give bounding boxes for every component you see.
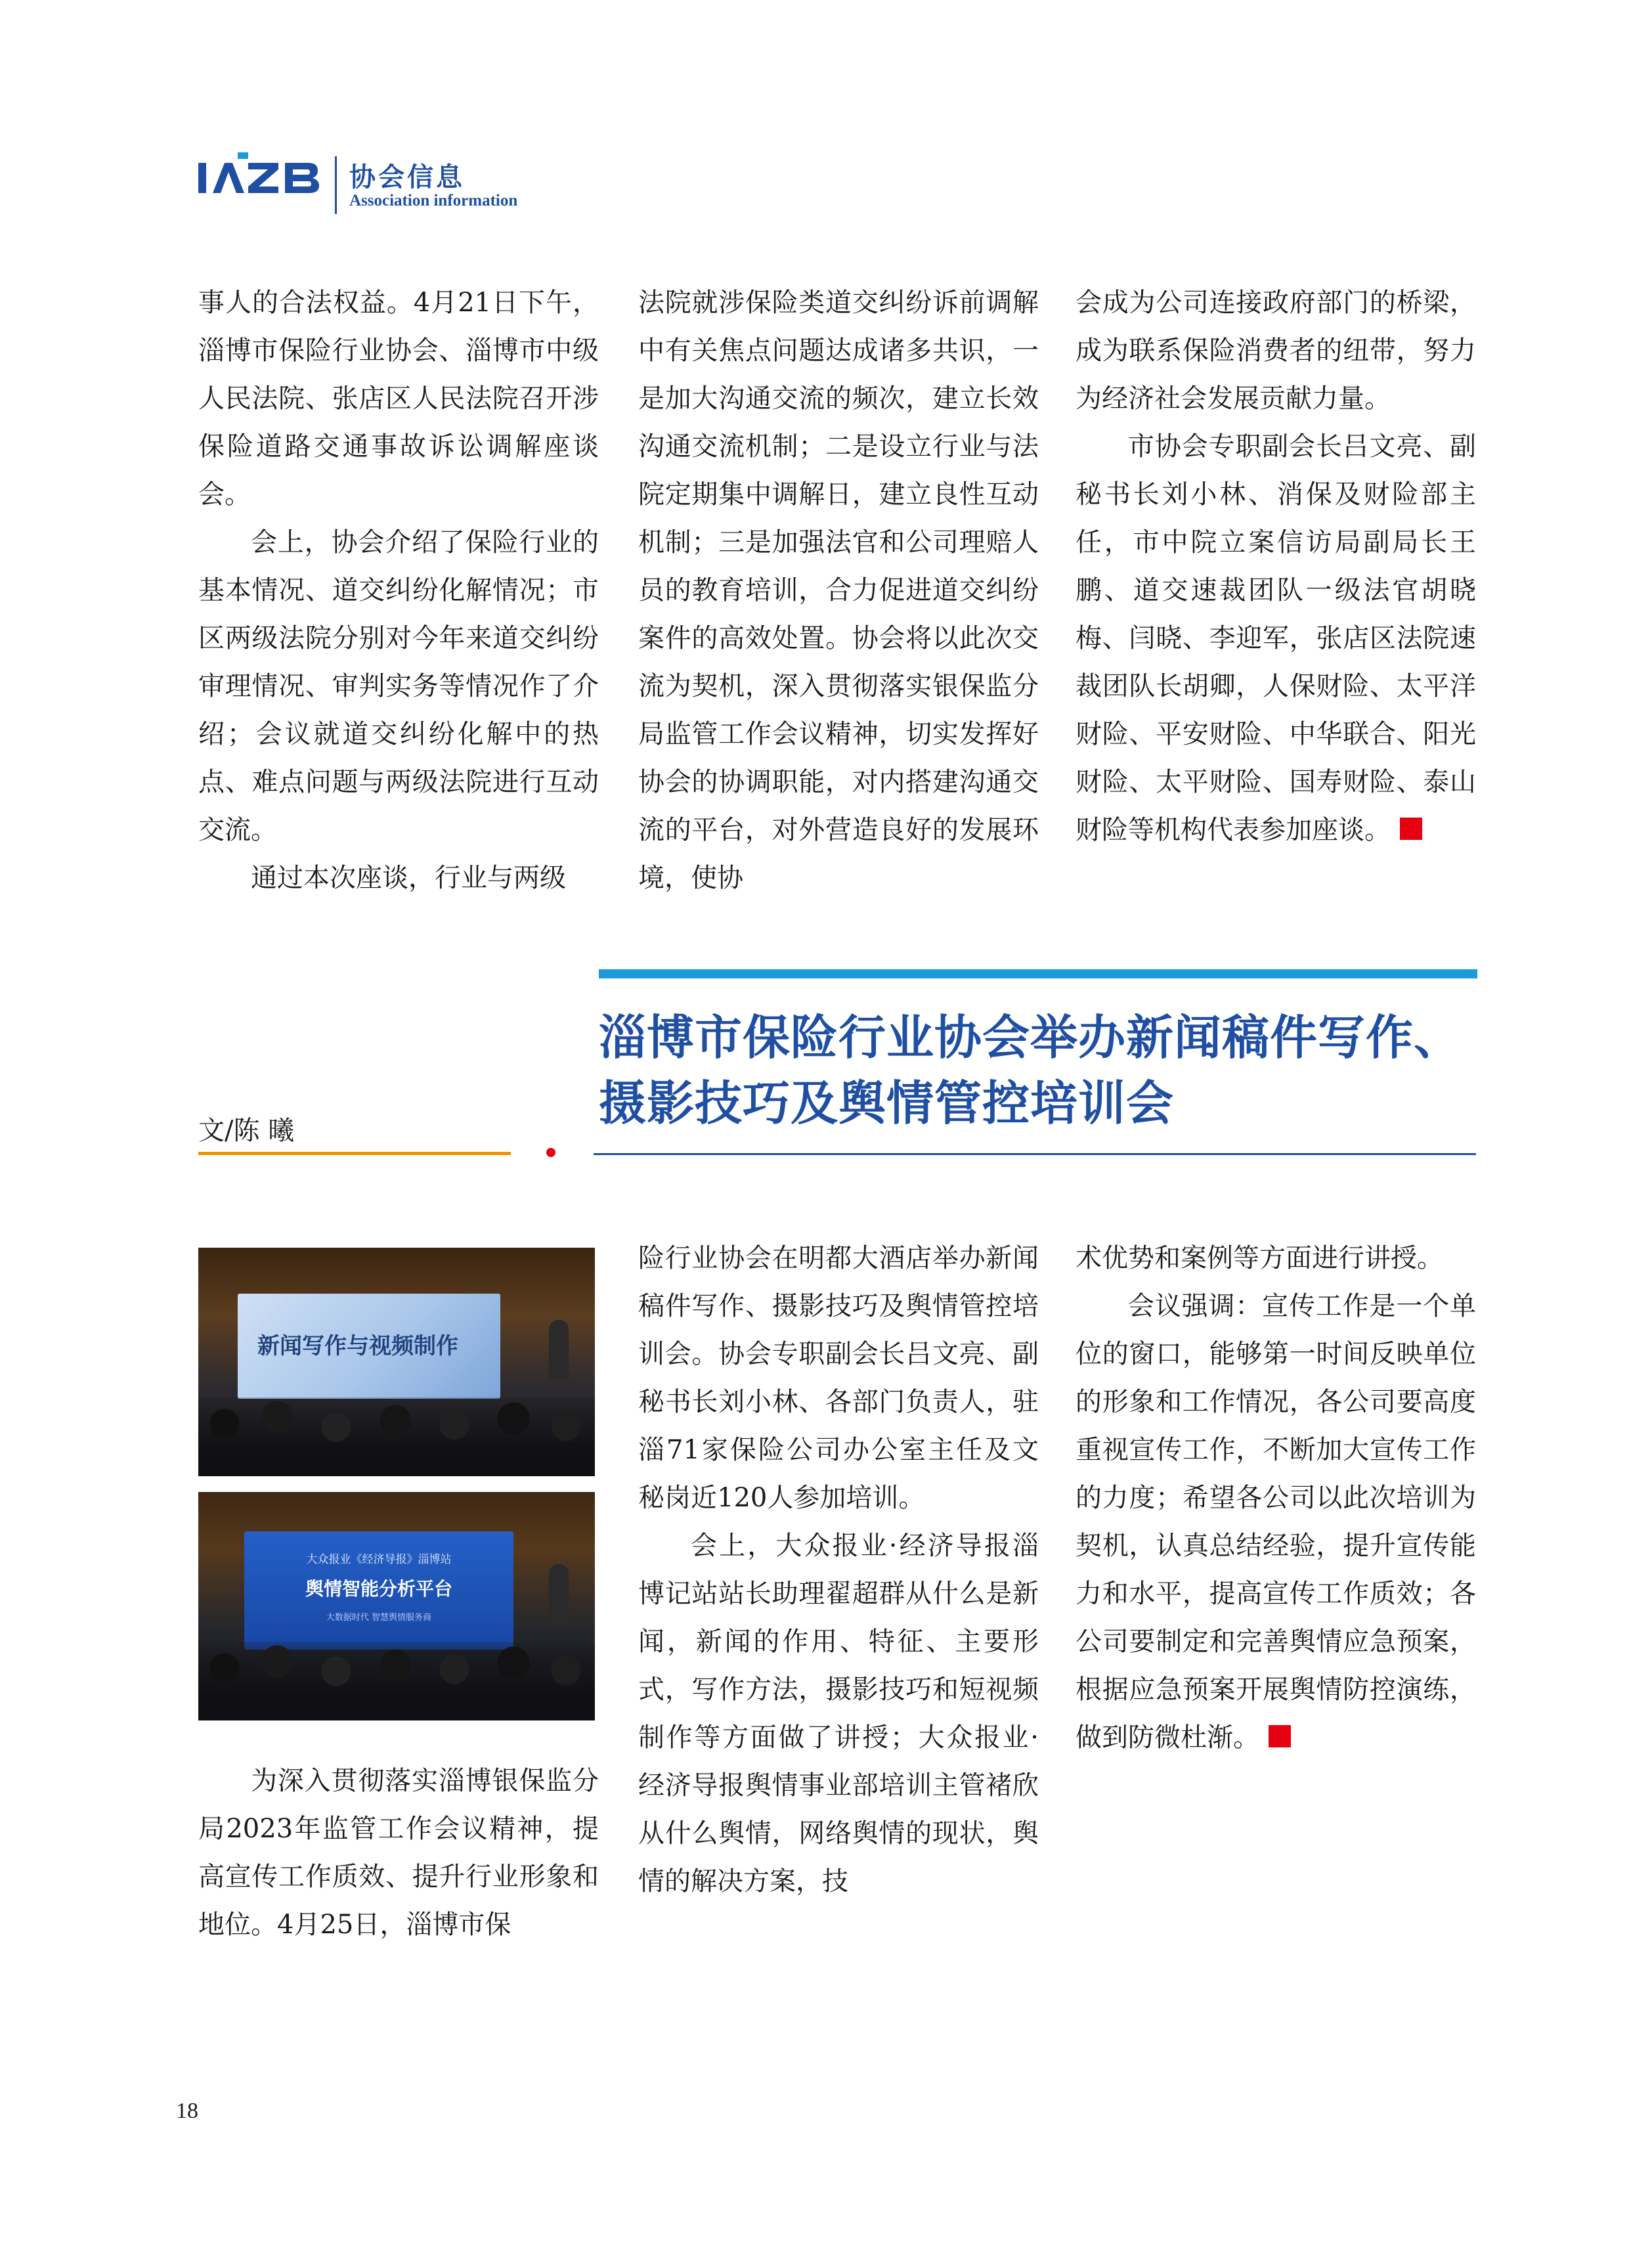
end-of-article-mark <box>1269 1725 1291 1747</box>
training-photo-2 <box>198 1492 595 1720</box>
audience-silhouettes <box>198 1642 595 1720</box>
article1-column-1 <box>198 279 599 902</box>
projection-screen <box>238 1294 500 1399</box>
article2-column-3 <box>1076 1235 1476 1762</box>
paragraph: 会上，大众报业·经济导报淄博记站站长助理翟超群从什么是新闻，新闻的作用、特征、主要形式，写作方法，摄影技巧和短视频制作等方面做了讲授；大众报业·经济导报舆情事业部培训主管褚欣从什么舆情，网络舆情的现状，舆情的解决方案，技 <box>638 1531 1039 1896</box>
title-line-2: 摄影技巧及舆情管控培训会 <box>599 1075 1175 1131</box>
end-of-article-mark <box>1400 818 1422 840</box>
training-photo-1 <box>198 1248 595 1476</box>
article2-column-1 <box>198 1757 599 1949</box>
title-underline <box>594 1153 1476 1155</box>
screen-caption-sub: 大数据时代 智慧舆情服务商 <box>326 1613 432 1623</box>
screen-caption: 新闻写作与视频制作 <box>257 1333 458 1359</box>
projection-screen <box>244 1531 513 1650</box>
paragraph-text: 会议强调：宣传工作是一个单位的窗口，能够第一时间反映单位的形象和工作情况，各公司要高度重视宣传工作，不断加大宣传工作的力度；希望各公司以此次培训为契机，认真总结经验，提升宣传能力和水平，提高宣传工作质效；各公司要制定和完善舆情应急预案，根据应急预案开展舆情防控演练，做到防微杜渐。 <box>1076 1291 1476 1753</box>
paragraph-text: 市协会专职副会长吕文亮、副秘书长刘小林、消保及财险部主任，市中院立案信访局副局长王鹏、道交速裁团队一级法官胡晓梅、闫晓、李迎军，张店区法院速裁团队长胡卿，人保财险、太平洋财险、平安财险、中华联合、阳光财险、太平财险、国寿财险、泰山财险等机构代表参加座谈。 <box>1076 431 1476 845</box>
paragraph: 会成为公司连接政府部门的桥梁，成为联系保险消费者的纽带，努力为经济社会发展贡献力量。 <box>1076 288 1476 414</box>
audience-silhouettes <box>198 1397 595 1476</box>
screen-caption-top: 大众报业《经济导报》淄博站 <box>306 1553 452 1566</box>
screen-caption-main: 舆情智能分析平台 <box>305 1578 452 1600</box>
paragraph: 会上，协会介绍了保险行业的基本情况、道交纠纷化解情况；市区两级法院分别对今年来道交纠纷审理情况、审判实务等情况作了介绍；会议就道交纠纷化解中的热点、难点问题与两级法院进行互动交流。 <box>198 527 599 845</box>
speaker-figure <box>549 1320 569 1379</box>
paragraph-last <box>1076 1282 1476 1762</box>
iazb-logo <box>198 152 323 202</box>
section-title-cn: 协会信息 <box>349 162 465 192</box>
title-accent-bar <box>599 969 1477 978</box>
paragraph: 术优势和案例等方面进行讲授。 <box>1076 1243 1443 1273</box>
paragraph: 通过本次座谈，行业与两级 <box>251 863 566 893</box>
decorative-dot <box>546 1148 555 1157</box>
paragraph: 为深入贯彻落实淄博银保监分局2023年监管工作会议精神，提高宣传工作质效、提升行业形象和地位。4月25日，淄博市保 <box>198 1766 599 1940</box>
article1-column-3 <box>1076 279 1476 854</box>
header-divider <box>335 156 337 214</box>
section-title-en: Association information <box>349 192 518 209</box>
paragraph-last <box>1076 423 1476 854</box>
paragraph: 险行业协会在明都大酒店举办新闻稿件写作、摄影技巧及舆情管控培训会。协会专职副会长吕文亮、副秘书长刘小林、各部门负责人，驻淄71家保险公司办公室主任及文秘岗近120人参加培训。 <box>638 1243 1039 1513</box>
paragraph: 法院就涉保险类道交纠纷诉前调解中有关焦点问题达成诸多共识，一是加大沟通交流的频次，建立长效沟通交流机制；二是设立行业与法院定期集中调解日，建立良性互动机制；三是加强法官和公司理赔人员的教育培训，合力促进道交纠纷案件的高效处置。协会将以此次交流为契机，深入贯彻落实银保监分局监管工作会议精神，切实发挥好协会的协调职能，对内搭建沟通交流的平台，对外营造良好的发展环境，使协 <box>638 288 1039 893</box>
article2-title <box>599 1005 1518 1136</box>
paragraph: 事人的合法权益。4月21日下午，淄博市保险行业协会、淄博市中级人民法院、张店区人民法院召开涉保险道路交通事故诉讼调解座谈会。 <box>198 288 599 510</box>
article2-column-2 <box>638 1235 1039 1906</box>
author-byline: 文/陈 曦 <box>198 1116 295 1146</box>
speaker-figure <box>549 1564 569 1623</box>
article1-column-2 <box>638 279 1039 902</box>
author-underline <box>198 1152 511 1155</box>
page-number: 18 <box>176 2099 198 2123</box>
title-line-1: 淄博市保险行业协会举办新闻稿件写作、 <box>599 1009 1462 1065</box>
